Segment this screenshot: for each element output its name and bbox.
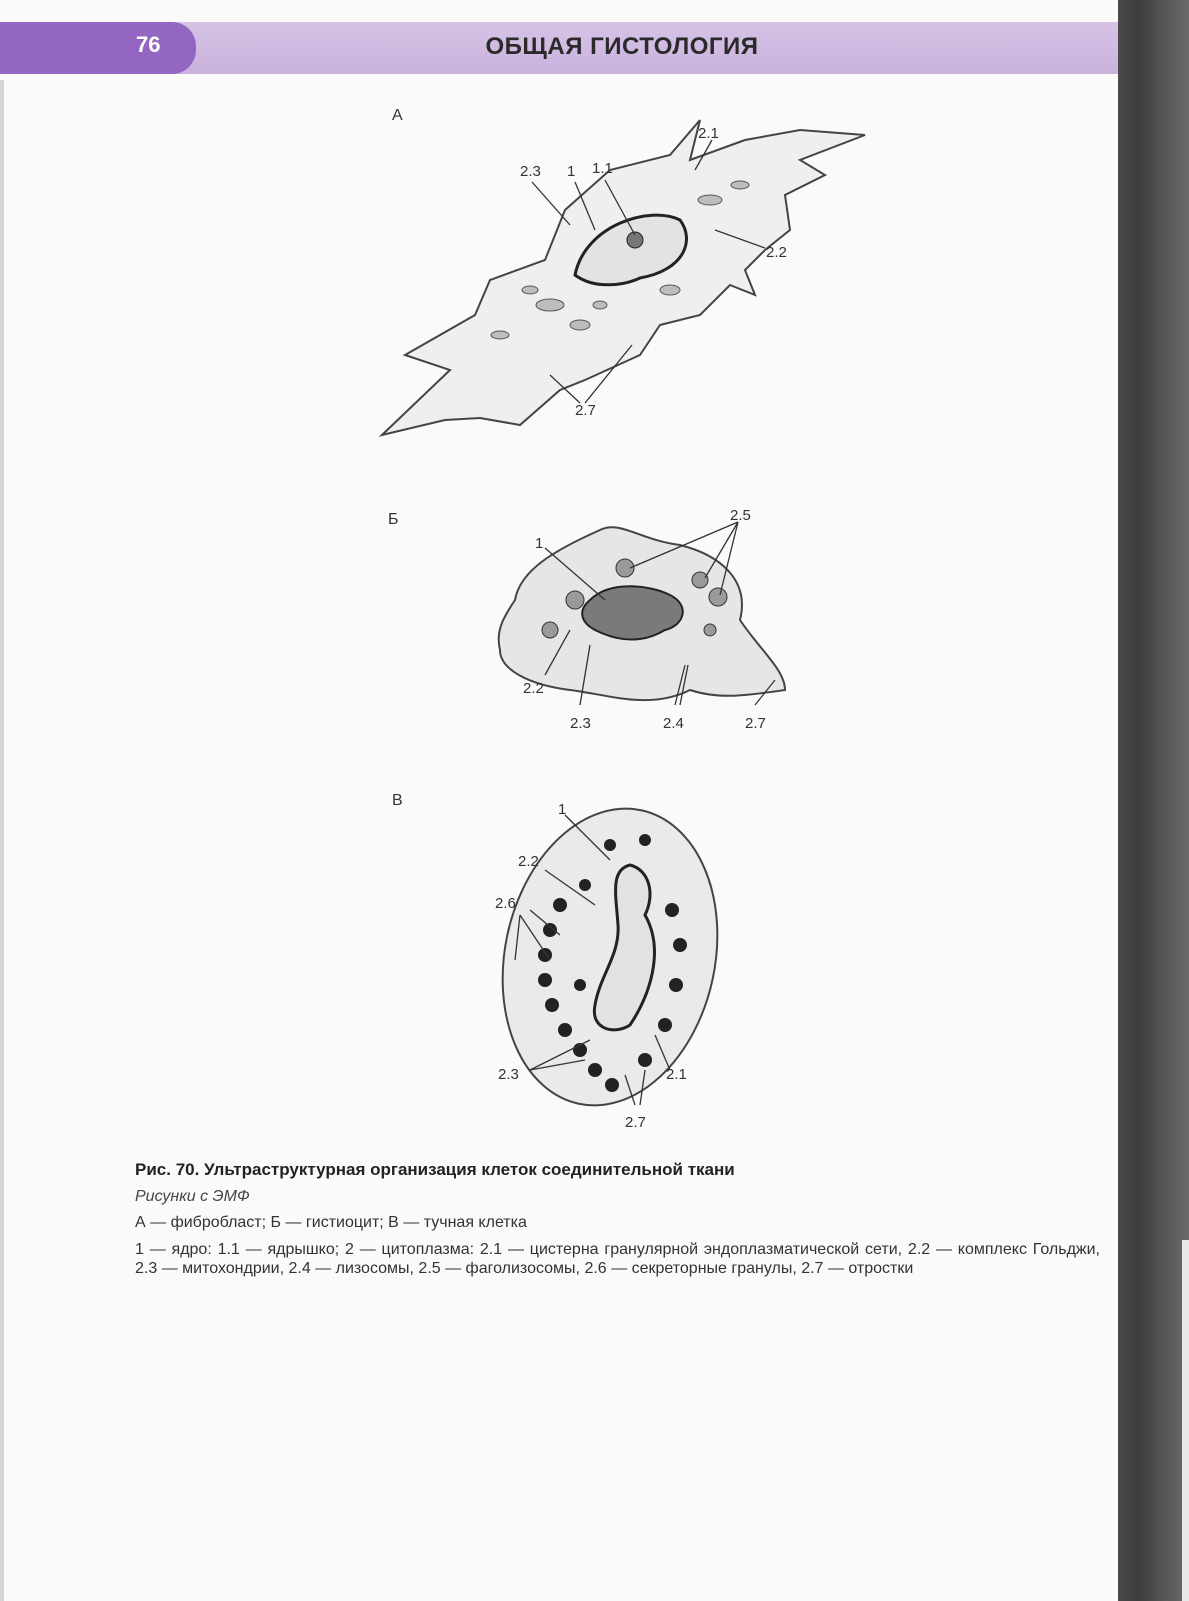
page-number: 76: [136, 32, 161, 57]
label-2-3: 2.3: [520, 163, 541, 180]
figure-panel-a: [370, 100, 890, 445]
running-title: ОБЩАЯ ГИСТОЛОГИЯ: [485, 33, 759, 60]
label-2-7: 2.7: [575, 402, 596, 419]
book-spine: [1118, 0, 1189, 1601]
label-2-3: 2.3: [498, 1066, 519, 1083]
label-2-7: 2.7: [745, 715, 766, 732]
label-2-7: 2.7: [625, 1114, 646, 1131]
next-page-edge: [1182, 1240, 1189, 1601]
caption-panels: А — фибробласт; Б — гистиоцит; В — тучная клетка: [135, 1214, 527, 1231]
page-left-edge: [0, 80, 4, 1601]
figure-panel-c: [380, 785, 720, 1140]
label-1: 1: [535, 535, 544, 552]
label-1: 1: [567, 163, 576, 180]
label-2-6: 2.6: [495, 895, 516, 912]
figure-caption: [135, 1160, 1100, 1278]
label-2-2: 2.2: [523, 680, 544, 697]
caption-source: Рисунки с ЭМФ: [135, 1188, 250, 1205]
panel-a-letter: А: [392, 107, 403, 124]
label-1: 1: [558, 801, 567, 818]
label-2-3: 2.3: [570, 715, 591, 732]
caption-title: Рис. 70. Ультраструктурная организация клеток соединительной ткани: [135, 1160, 735, 1179]
label-2-2: 2.2: [766, 244, 787, 261]
figure-panel-b: [380, 500, 800, 740]
label-2-4: 2.4: [663, 715, 684, 732]
label-2-5: 2.5: [730, 507, 751, 524]
label-2-1: 2.1: [698, 125, 719, 142]
caption-legend: 1 — ядро: 1.1 — ядрышко; 2 — цитоплазма: 2.1 — цистерна гранулярной эндоплазматической сети, 2.2 — комплекс Гольджи, 2.3 — митохондрии, 2.4 — лизосомы, 2.5 — фаголизосомы, 2.6 — секреторные гранулы, 2.7 — отростки: [135, 1241, 1100, 1277]
label-2-1: 2.1: [666, 1066, 687, 1083]
panel-b-letter: Б: [388, 511, 399, 528]
label-1-1: 1.1: [592, 160, 613, 177]
label-2-2: 2.2: [518, 853, 539, 870]
page-number-tab: [0, 22, 196, 74]
panel-c-letter: В: [392, 792, 403, 809]
